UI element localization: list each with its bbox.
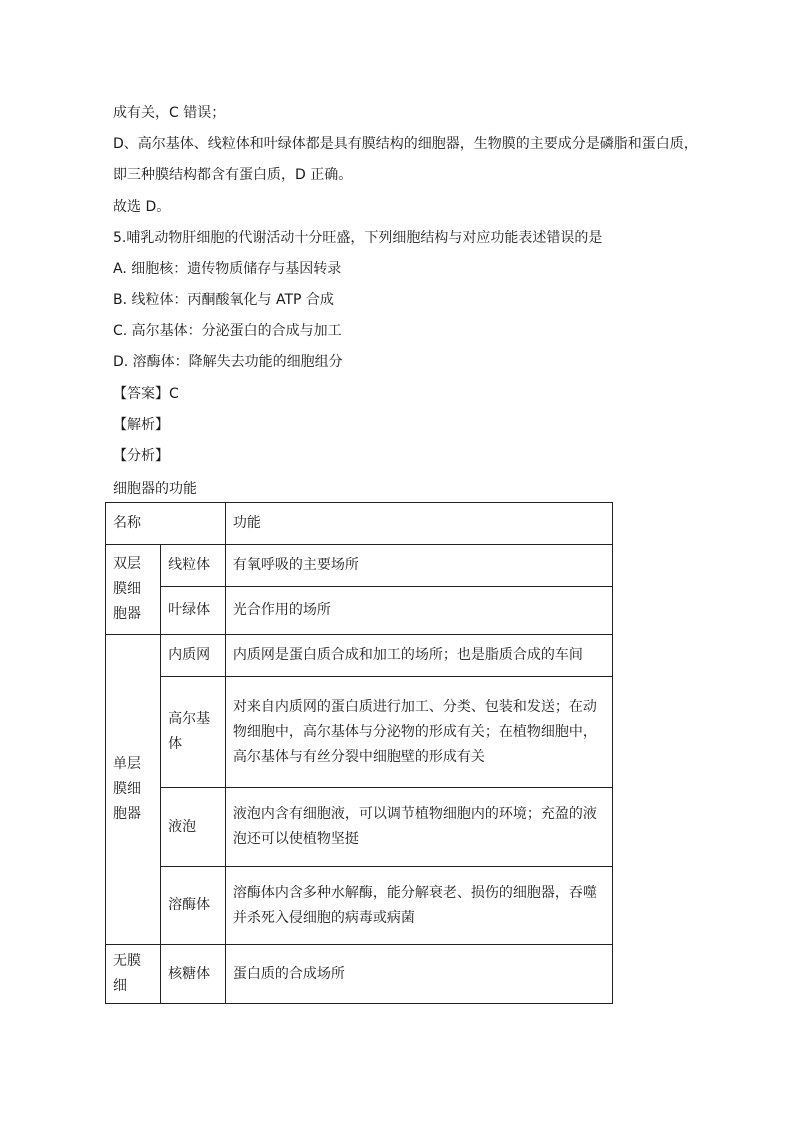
organelle-name: 叶绿体 bbox=[161, 587, 226, 635]
organelle-name: 溶酶体 bbox=[161, 867, 226, 945]
organelle-name: 核糖体 bbox=[161, 945, 226, 1004]
organelle-function: 液泡内含有细胞液，可以调节植物细胞内的环境；充盈的液泡还可以使植物坚挺 bbox=[225, 788, 612, 867]
group-single-membrane: 单层膜细胞器 bbox=[106, 635, 161, 945]
organelle-function: 蛋白质的合成场所 bbox=[225, 945, 612, 1004]
text-line: D、高尔基体、线粒体和叶绿体都是具有膜结构的细胞器，生物膜的主要成分是磷脂和蛋白质， bbox=[113, 136, 698, 152]
organelle-function: 光合作用的场所 bbox=[225, 587, 612, 635]
organelle-name: 液泡 bbox=[161, 788, 226, 867]
answer-label: 【答案】C bbox=[113, 386, 179, 402]
header-function: 功能 bbox=[225, 503, 612, 545]
organelle-function: 对来自内质网的蛋白质进行加工、分类、包装和发送；在动物细胞中，高尔基体与分泌物的形成有关；在植物细胞中，高尔基体与有丝分裂中细胞壁的形成有关 bbox=[225, 677, 612, 788]
organelle-name: 线粒体 bbox=[161, 545, 226, 587]
analysis-label: 【分析】 bbox=[113, 448, 169, 464]
organelle-name: 高尔基体 bbox=[161, 677, 226, 788]
header-name: 名称 bbox=[106, 503, 226, 545]
option-b: B. 线粒体：丙酮酸氧化与 ATP 合成 bbox=[113, 292, 334, 308]
table-row bbox=[106, 635, 613, 677]
table-row bbox=[106, 677, 613, 788]
organelle-table bbox=[105, 502, 613, 1004]
group-no-membrane: 无膜细 bbox=[106, 945, 161, 1004]
group-double-membrane: 双层膜细胞器 bbox=[106, 545, 161, 635]
table-row bbox=[106, 945, 613, 1004]
option-d: D. 溶酶体：降解失去功能的细胞组分 bbox=[113, 354, 343, 370]
question-stem: 5.哺乳动物肝细胞的代谢活动十分旺盛，下列细胞结构与对应功能表述错误的是 bbox=[113, 230, 603, 246]
table-header-row bbox=[106, 503, 613, 545]
option-a: A. 细胞核：遗传物质储存与基因转录 bbox=[113, 261, 342, 277]
organelle-function: 内质网是蛋白质合成和加工的场所；也是脂质合成的车间 bbox=[225, 635, 612, 677]
text-line: 即三种膜结构都含有蛋白质，D 正确。 bbox=[113, 167, 353, 183]
table-row bbox=[106, 788, 613, 867]
option-c: C. 高尔基体：分泌蛋白的合成与加工 bbox=[113, 323, 342, 339]
explanation-label: 【解析】 bbox=[113, 417, 169, 433]
organelle-name: 内质网 bbox=[161, 635, 226, 677]
text-line: 故选 D。 bbox=[113, 199, 171, 215]
table-row bbox=[106, 545, 613, 587]
table-caption: 细胞器的功能 bbox=[113, 481, 197, 497]
text-line: 成有关，C 错误； bbox=[113, 105, 226, 121]
organelle-function: 有氧呼吸的主要场所 bbox=[225, 545, 612, 587]
table-row bbox=[106, 867, 613, 945]
organelle-function: 溶酶体内含多种水解酶，能分解衰老、损伤的细胞器，吞噬并杀死入侵细胞的病毒或病菌 bbox=[225, 867, 612, 945]
table-row bbox=[106, 587, 613, 635]
